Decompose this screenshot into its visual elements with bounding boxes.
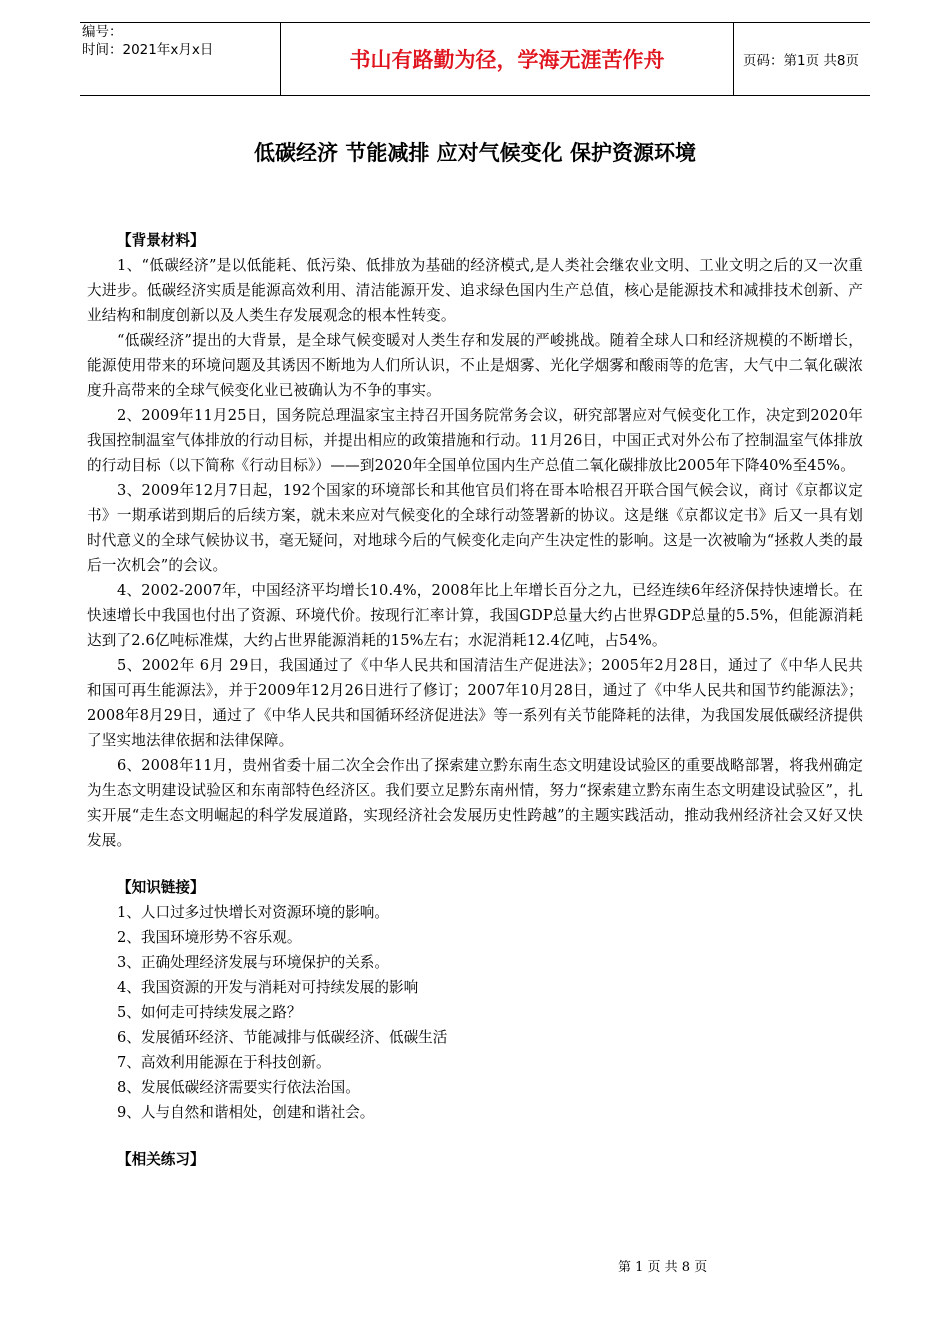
list-item: 4、我国资源的开发与消耗对可持续发展的影响 [117, 979, 419, 996]
list-item: 3、正确处理经济发展与环境保护的关系。 [117, 954, 389, 971]
paragraph: 4、2002-2007年，中国经济平均增长10.4%，2008年比上年增长百分之九，已经连续6年经济保持快速增长。在快速增长中我国也付出了资源、环境代价。按现行汇率计算，我国GDP总量大约占世界GDP总量的5.5%，但能源消耗达到了2.6亿吨标准煤，大约占世界能源消耗的15%左右；水泥消耗12.4亿吨，占54%。 [87, 582, 863, 649]
page-footer: 第 1 页 共 8 页 [618, 1260, 708, 1275]
page-header [80, 22, 870, 96]
paragraph: 5、2002年 6月 29日，我国通过了《中华人民共和国清洁生产促进法》；2005年2月28日，通过了《中华人民共和国可再生能源法》，并于2009年12月26日进行了修订；2007年10月28日，通过了《中华人民共和国节约能源法》；2008年8月29日，通过了《中华人民共和国循环经济促进法》等一系列有关节能降耗的法律，为我国发展低碳经济提供了坚实地法律依据和法律保障。 [87, 657, 863, 749]
list-item: 1、人口过多过快增长对资源环境的影响。 [117, 904, 389, 921]
knowledge-heading: 【知识链接】 [117, 879, 205, 896]
list-item: 5、如何走可持续发展之路？ [117, 1004, 302, 1021]
paragraph: “低碳经济”提出的大背景，是全球气候变暖对人类生存和发展的严峻挑战。随着全球人口和经济规模的不断增长，能源使用带来的环境问题及其诱因不断地为人们所认识，不止是烟雾、光化学烟雾和酸雨等的危害，大气中二氧化碳浓度升高带来的全球气候变化业已被确认为不争的事实。 [87, 332, 863, 399]
list-item: 9、人与自然和谐相处，创建和谐社会。 [117, 1104, 375, 1121]
paragraph: 2、2009年11月25日，国务院总理温家宝主持召开国务院常务会议，研究部署应对气候变化工作，决定到2020年我国控制温室气体排放的行动目标，并提出相应的政策措施和行动。11月26日，中国正式对外公布了控制温室气体排放的行动目标（以下简称《行动目标》）——到2020年全国单位国内生产总值二氧化碳排放比2005年下降40%至45%。 [87, 407, 863, 474]
number-label: 编号： [82, 24, 123, 40]
practice-heading: 【相关练习】 [117, 1151, 205, 1168]
paragraph: 1、“低碳经济”是以低能耗、低污染、低排放为基础的经济模式,是人类社会继农业文明、工业文明之后的又一次重大进步。低碳经济实质是能源高效利用、清洁能源开发、追求绿色国内生产总值，核心是能源技术和减排技术创新、产业结构和制度创新以及人类生存发展观念的根本性转变。 [87, 257, 863, 324]
document-body [87, 228, 863, 1172]
paragraph: 6、2008年11月，贵州省委十届二次全会作出了探索建立黔东南生态文明建设试验区的重要战略部署，将我州确定为生态文明建设试验区和东南部特色经济区。我们要立足黔东南州情，努力“探索建立黔东南生态文明建设试验区”，扎实开展“走生态文明崛起的科学发展道路，实现经济社会发展历史性跨越”的主题实践活动，推动我州经济社会又好又快发展。 [87, 757, 863, 849]
background-heading: 【背景材料】 [117, 232, 205, 249]
header-motto: 书山有路勤为径，学海无涯苦作舟 [280, 23, 734, 95]
time-label: 时间：2021年x月x日 [82, 42, 214, 58]
header-page-info: 页码：第1页 共8页 [743, 53, 859, 69]
list-item: 8、发展低碳经济需要实行依法治国。 [117, 1079, 360, 1096]
list-item: 7、高效利用能源在于科技创新。 [117, 1054, 331, 1071]
header-meta [80, 23, 280, 95]
document-title: 低碳经济 节能减排 应对气候变化 保护资源环境 [254, 141, 696, 165]
list-item: 2、我国环境形势不容乐观。 [117, 929, 302, 946]
paragraph: 3、2009年12月7日起，192个国家的环境部长和其他官员们将在哥本哈根召开联合国气候会议，商讨《京都议定书》一期承诺到期后的后续方案，就未来应对气候变化的全球行动签署新的协议。这是继《京都议定书》后又一具有划时代意义的全球气候协议书，毫无疑问，对地球今后的气候变化走向产生决定性的影响。这是一次被喻为“拯救人类的最后一次机会”的会议。 [87, 482, 863, 574]
list-item: 6、发展循环经济、节能减排与低碳经济、低碳生活 [117, 1029, 448, 1046]
